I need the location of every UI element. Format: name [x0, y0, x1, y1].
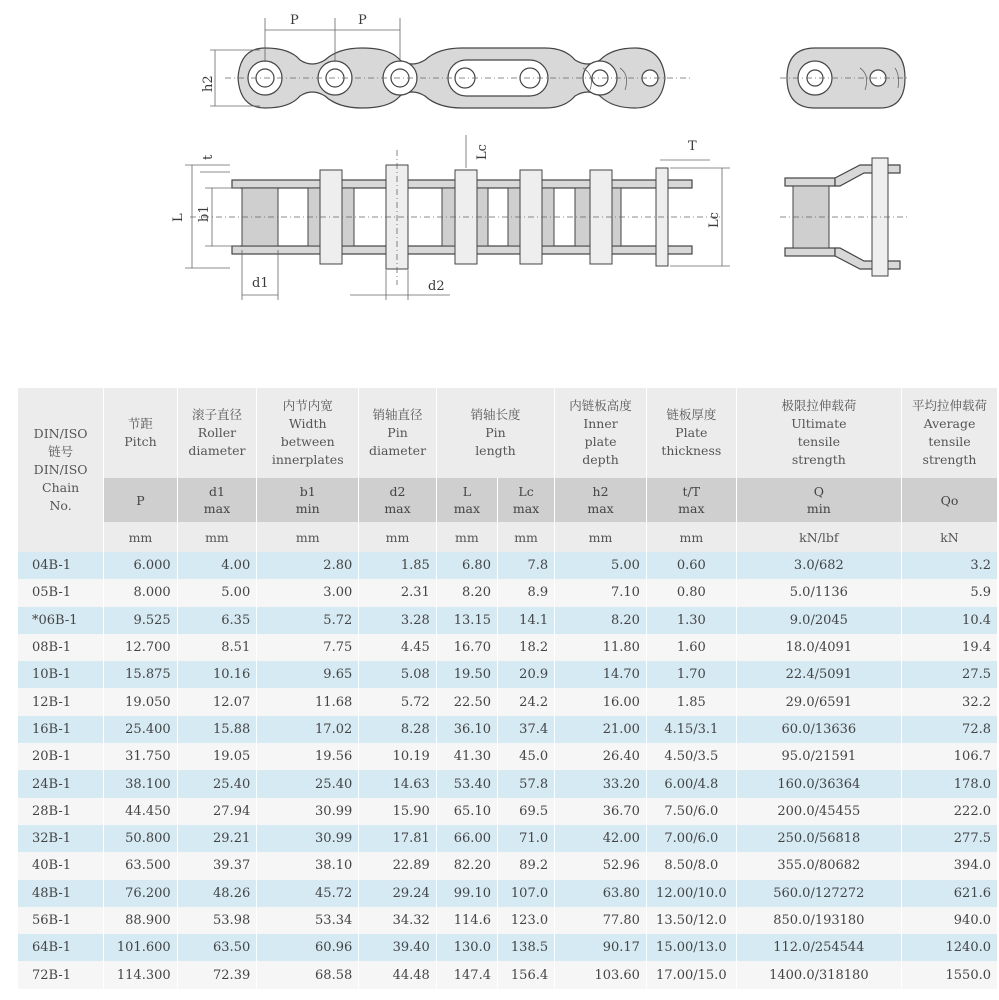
cell-plate-thickness: 7.50/6.0: [646, 798, 736, 825]
cell-ultimate-strength: 560.0/127272: [736, 880, 901, 907]
table-row: [18, 852, 998, 879]
table-row: [18, 961, 998, 988]
cell-ultimate-strength: 29.0/6591: [736, 688, 901, 715]
cell-inner-plate-depth: 63.80: [555, 880, 647, 907]
en-label: innerplates: [271, 452, 344, 467]
cell-pin-diameter: 22.89: [359, 852, 437, 879]
cell-inner-width: 30.99: [257, 798, 359, 825]
symbol-L: [436, 478, 497, 522]
cell-inner-plate-depth: 42.00: [555, 825, 647, 852]
cell-pin-length-Lc: 71.0: [497, 825, 554, 852]
cell-inner-width: 11.68: [257, 688, 359, 715]
chain-header-line: Chain: [42, 480, 80, 495]
cell-inner-width: 17.02: [257, 716, 359, 743]
cell-pin-length-L: 19.50: [436, 661, 497, 688]
cell-pin-length-Lc: 20.9: [497, 661, 554, 688]
cell-pin-diameter: 3.28: [359, 607, 437, 634]
label-d2: d2: [428, 279, 445, 294]
cell-pitch: 12.700: [104, 634, 177, 661]
cell-pitch: 44.450: [104, 798, 177, 825]
cell-average-strength: 72.8: [902, 716, 998, 743]
unit-average: kN: [902, 522, 998, 552]
cell-plate-thickness: 15.00/13.0: [646, 934, 736, 961]
cell-chain-no: 28B-1: [18, 798, 104, 825]
cell-pin-length-Lc: 8.9: [497, 579, 554, 606]
cell-inner-plate-depth: 36.70: [555, 798, 647, 825]
cell-chain-no: 10B-1: [18, 661, 104, 688]
chain-header-line: No.: [49, 498, 72, 513]
symbol-label: Qo: [940, 492, 959, 508]
spec-table-body: [18, 552, 998, 989]
cell-pin-length-L: 82.20: [436, 852, 497, 879]
cell-pin-length-L: 41.30: [436, 743, 497, 770]
cell-pin-diameter: 2.31: [359, 579, 437, 606]
cell-pin-length-L: 66.00: [436, 825, 497, 852]
cn-label: 滚子直径: [191, 407, 242, 422]
cell-inner-plate-depth: 11.80: [555, 634, 647, 661]
cell-pin-length-L: 147.4: [436, 961, 497, 988]
unit-h2: mm: [555, 522, 647, 552]
label-lc-right: Lc: [707, 212, 722, 228]
cell-average-strength: 3.2: [902, 552, 998, 579]
cell-pin-length-Lc: 156.4: [497, 961, 554, 988]
cell-pin-diameter: 4.45: [359, 634, 437, 661]
cell-inner-width: 5.72: [257, 607, 359, 634]
cell-average-strength: 106.7: [902, 743, 998, 770]
cell-plate-thickness: 7.00/6.0: [646, 825, 736, 852]
cell-pin-length-L: 16.70: [436, 634, 497, 661]
cell-pin-length-L: 8.20: [436, 579, 497, 606]
cell-pin-length-Lc: 45.0: [497, 743, 554, 770]
cell-roller-diameter: 72.39: [177, 961, 257, 988]
table-row: [18, 907, 998, 934]
cell-chain-no: 20B-1: [18, 743, 104, 770]
cell-inner-plate-depth: 7.10: [555, 579, 647, 606]
cell-inner-width: 60.96: [257, 934, 359, 961]
symbol-label: Lc: [518, 484, 534, 499]
cell-chain-no: 08B-1: [18, 634, 104, 661]
cell-roller-diameter: 19.05: [177, 743, 257, 770]
symbol-label: max: [678, 501, 705, 516]
en-label: depth: [582, 452, 619, 467]
cell-inner-plate-depth: 5.00: [555, 552, 647, 579]
cell-plate-thickness: 13.50/12.0: [646, 907, 736, 934]
cell-inner-plate-depth: 77.80: [555, 907, 647, 934]
symbol-label: Q: [813, 484, 824, 499]
table-row: [18, 743, 998, 770]
cell-pin-length-L: 36.10: [436, 716, 497, 743]
table-row: [18, 688, 998, 715]
cell-chain-no: 16B-1: [18, 716, 104, 743]
cell-inner-plate-depth: 90.17: [555, 934, 647, 961]
cell-pin-length-Lc: 57.8: [497, 770, 554, 797]
en-label: Ultimate: [791, 416, 847, 431]
cell-pin-diameter: 10.19: [359, 743, 437, 770]
cell-inner-width: 25.40: [257, 770, 359, 797]
cell-plate-thickness: 8.50/8.0: [646, 852, 736, 879]
cell-pitch: 50.800: [104, 825, 177, 852]
unit-pitch: mm: [104, 522, 177, 552]
cell-roller-diameter: 12.07: [177, 688, 257, 715]
cell-pin-length-L: 13.15: [436, 607, 497, 634]
table-row: [18, 716, 998, 743]
cell-pin-length-L: 65.10: [436, 798, 497, 825]
cell-pin-diameter: 39.40: [359, 934, 437, 961]
symbol-pin-d: [359, 478, 437, 522]
unit-width: mm: [257, 522, 359, 552]
symbol-label: min: [295, 501, 320, 516]
cell-chain-no: *06B-1: [18, 607, 104, 634]
cell-pin-diameter: 15.90: [359, 798, 437, 825]
cn-label: 链板厚度: [666, 407, 717, 422]
cell-pin-length-Lc: 69.5: [497, 798, 554, 825]
cell-ultimate-strength: 9.0/2045: [736, 607, 901, 634]
symbol-h2: [555, 478, 647, 522]
symbol-label: d2: [389, 484, 406, 499]
cell-pin-diameter: 14.63: [359, 770, 437, 797]
cn-label: 节距: [127, 416, 153, 431]
cell-pin-length-Lc: 123.0: [497, 907, 554, 934]
symbol-label: P: [136, 492, 145, 508]
cell-average-strength: 32.2: [902, 688, 998, 715]
cell-pitch: 88.900: [104, 907, 177, 934]
cell-ultimate-strength: 200.0/45455: [736, 798, 901, 825]
cell-pitch: 76.200: [104, 880, 177, 907]
en-label: Pin: [387, 425, 408, 440]
cell-inner-width: 68.58: [257, 961, 359, 988]
table-row: [18, 770, 998, 797]
cell-pin-length-L: 6.80: [436, 552, 497, 579]
cell-inner-width: 38.10: [257, 852, 359, 879]
cell-plate-thickness: 1.70: [646, 661, 736, 688]
en-label: diameter: [188, 443, 246, 458]
symbol-label: h2: [592, 484, 609, 499]
cell-average-strength: 1550.0: [902, 961, 998, 988]
cell-inner-width: 9.65: [257, 661, 359, 688]
label-t: t: [201, 154, 216, 160]
symbol-Lc: [497, 478, 554, 522]
cell-roller-diameter: 53.98: [177, 907, 257, 934]
en-label: tensile: [928, 434, 971, 449]
cell-ultimate-strength: 250.0/56818: [736, 825, 901, 852]
cell-roller-diameter: 63.50: [177, 934, 257, 961]
symbol-label: t/T: [682, 484, 701, 499]
cell-pitch: 6.000: [104, 552, 177, 579]
symbol-Qo: [902, 478, 998, 522]
label-b1: b1: [197, 205, 212, 222]
chain-no-header: [18, 388, 104, 552]
cell-chain-no: 12B-1: [18, 688, 104, 715]
cell-pin-diameter: 5.72: [359, 688, 437, 715]
offset-link-view: [780, 158, 910, 276]
cell-ultimate-strength: 850.0/193180: [736, 907, 901, 934]
chain-spec-table: [18, 388, 998, 989]
label-p2: P: [358, 13, 367, 28]
en-label: between: [280, 434, 335, 449]
en-label: Average: [923, 416, 976, 431]
table-row: [18, 661, 998, 688]
cell-roller-diameter: 29.21: [177, 825, 257, 852]
cell-roller-diameter: 25.40: [177, 770, 257, 797]
label-lc-top: Lc: [475, 144, 490, 160]
label-L: L: [171, 213, 186, 222]
symbol-pitch: [104, 478, 177, 522]
en-label: thickness: [661, 443, 722, 458]
cn-label: 内链板高度: [569, 398, 632, 413]
cell-roller-diameter: 4.00: [177, 552, 257, 579]
cell-inner-plate-depth: 52.96: [555, 852, 647, 879]
cell-roller-diameter: 10.16: [177, 661, 257, 688]
cell-pitch: 25.400: [104, 716, 177, 743]
cell-average-strength: 27.5: [902, 661, 998, 688]
cell-inner-width: 2.80: [257, 552, 359, 579]
chain-side-view: [225, 48, 690, 108]
header-roller: [177, 388, 257, 478]
cell-plate-thickness: 1.30: [646, 607, 736, 634]
cell-plate-thickness: 4.15/3.1: [646, 716, 736, 743]
cell-plate-thickness: 0.80: [646, 579, 736, 606]
header-thickness: [646, 388, 736, 478]
cn-label: 内节内宽: [282, 398, 333, 413]
cell-average-strength: 621.6: [902, 880, 998, 907]
symbol-roller: [177, 478, 257, 522]
cell-roller-diameter: 8.51: [177, 634, 257, 661]
cell-pin-diameter: 1.85: [359, 552, 437, 579]
cell-pitch: 15.875: [104, 661, 177, 688]
cell-roller-diameter: 6.35: [177, 607, 257, 634]
header-width: [257, 388, 359, 478]
table-row: [18, 607, 998, 634]
cell-average-strength: 10.4: [902, 607, 998, 634]
cell-pin-length-Lc: 138.5: [497, 934, 554, 961]
cell-pin-length-Lc: 24.2: [497, 688, 554, 715]
cell-inner-width: 53.34: [257, 907, 359, 934]
unit-pin-d: mm: [359, 522, 437, 552]
cell-inner-plate-depth: 21.00: [555, 716, 647, 743]
cell-pin-length-L: 130.0: [436, 934, 497, 961]
cell-pitch: 31.750: [104, 743, 177, 770]
cell-chain-no: 40B-1: [18, 852, 104, 879]
cell-chain-no: 04B-1: [18, 552, 104, 579]
cell-pitch: 9.525: [104, 607, 177, 634]
cell-pin-length-Lc: 89.2: [497, 852, 554, 879]
chain-header-line: 链号: [48, 444, 74, 459]
symbol-label: L: [462, 484, 472, 499]
header-pin-diameter: [359, 388, 437, 478]
en-label: Width: [288, 416, 327, 431]
cell-chain-no: 24B-1: [18, 770, 104, 797]
table-row: [18, 798, 998, 825]
cell-ultimate-strength: 1400.0/318180: [736, 961, 901, 988]
cell-plate-thickness: 17.00/15.0: [646, 961, 736, 988]
cell-ultimate-strength: 18.0/4091: [736, 634, 901, 661]
cell-plate-thickness: 1.60: [646, 634, 736, 661]
unit-ultimate: kN/lbf: [736, 522, 901, 552]
header-pitch: [104, 388, 177, 478]
cell-inner-width: 19.56: [257, 743, 359, 770]
cell-pin-length-L: 99.10: [436, 880, 497, 907]
cell-pin-diameter: 44.48: [359, 961, 437, 988]
cell-chain-no: 64B-1: [18, 934, 104, 961]
cell-ultimate-strength: 112.0/254544: [736, 934, 901, 961]
cell-chain-no: 32B-1: [18, 825, 104, 852]
cell-roller-diameter: 48.26: [177, 880, 257, 907]
chain-header-line: DIN/ISO: [33, 462, 88, 477]
cell-roller-diameter: 39.37: [177, 852, 257, 879]
cell-average-strength: 5.9: [902, 579, 998, 606]
table-row: [18, 934, 998, 961]
cell-ultimate-strength: 22.4/5091: [736, 661, 901, 688]
cell-plate-thickness: 12.00/10.0: [646, 880, 736, 907]
symbol-width: [257, 478, 359, 522]
symbol-Q: [736, 478, 901, 522]
symbol-tT: [646, 478, 736, 522]
cn-label: 平均拉伸载荷: [911, 398, 987, 413]
en-label: diameter: [368, 443, 427, 458]
unit-roller: mm: [177, 522, 257, 552]
cell-plate-thickness: 0.60: [646, 552, 736, 579]
cell-average-strength: 277.5: [902, 825, 998, 852]
cell-average-strength: 940.0: [902, 907, 998, 934]
cell-average-strength: 1240.0: [902, 934, 998, 961]
cell-pin-diameter: 5.08: [359, 661, 437, 688]
cell-ultimate-strength: 5.0/1136: [736, 579, 901, 606]
symbol-label: max: [203, 501, 231, 516]
symbol-label: max: [384, 501, 411, 516]
cell-pin-length-Lc: 18.2: [497, 634, 554, 661]
cell-inner-plate-depth: 16.00: [555, 688, 647, 715]
chain-technical-drawing: [0, 0, 999, 330]
symbol-label: max: [587, 501, 614, 516]
chain-top-view: [190, 150, 720, 285]
en-label: plate: [584, 434, 617, 449]
cell-ultimate-strength: 355.0/80682: [736, 852, 901, 879]
en-label: strength: [791, 452, 846, 467]
cn-label: 销轴长度: [470, 407, 521, 422]
cell-inner-width: 7.75: [257, 634, 359, 661]
header-pin-length: [436, 388, 554, 478]
en-label: Pin: [485, 425, 506, 440]
cell-average-strength: 19.4: [902, 634, 998, 661]
cell-pin-length-L: 53.40: [436, 770, 497, 797]
cell-chain-no: 72B-1: [18, 961, 104, 988]
cell-pin-diameter: 29.24: [359, 880, 437, 907]
cell-pitch: 101.600: [104, 934, 177, 961]
cell-pitch: 19.050: [104, 688, 177, 715]
label-h2: h2: [201, 75, 216, 92]
cell-pitch: 38.100: [104, 770, 177, 797]
en-label: length: [475, 443, 516, 458]
unit-Lc: mm: [497, 522, 554, 552]
cell-pin-length-L: 114.6: [436, 907, 497, 934]
cell-inner-plate-depth: 26.40: [555, 743, 647, 770]
cell-inner-width: 30.99: [257, 825, 359, 852]
cell-pin-length-Lc: 107.0: [497, 880, 554, 907]
label-T: T: [688, 139, 697, 154]
table-row: [18, 880, 998, 907]
header-ultimate: [736, 388, 901, 478]
en-label: Roller: [197, 425, 237, 440]
cell-ultimate-strength: 95.0/21591: [736, 743, 901, 770]
symbol-label: min: [806, 501, 831, 516]
en-label: Plate: [675, 425, 708, 440]
unit-thickness: mm: [646, 522, 736, 552]
cell-plate-thickness: 1.85: [646, 688, 736, 715]
cell-inner-plate-depth: 33.20: [555, 770, 647, 797]
cell-pin-diameter: 8.28: [359, 716, 437, 743]
cell-pin-length-Lc: 7.8: [497, 552, 554, 579]
cell-chain-no: 56B-1: [18, 907, 104, 934]
cell-pitch: 114.300: [104, 961, 177, 988]
cell-ultimate-strength: 60.0/13636: [736, 716, 901, 743]
cell-average-strength: 222.0: [902, 798, 998, 825]
chain-header-line: DIN/ISO: [33, 426, 88, 441]
table-row: [18, 634, 998, 661]
symbol-label: b1: [299, 484, 316, 499]
cell-pin-diameter: 34.32: [359, 907, 437, 934]
cell-inner-width: 3.00: [257, 579, 359, 606]
en-label: tensile: [797, 434, 840, 449]
cell-plate-thickness: 6.00/4.8: [646, 770, 736, 797]
cell-ultimate-strength: 160.0/36364: [736, 770, 901, 797]
cell-average-strength: 394.0: [902, 852, 998, 879]
cell-inner-width: 45.72: [257, 880, 359, 907]
cell-inner-plate-depth: 103.60: [555, 961, 647, 988]
chain-end-view: [780, 48, 910, 108]
cell-roller-diameter: 15.88: [177, 716, 257, 743]
cn-label: 销轴直径: [372, 407, 423, 422]
cell-ultimate-strength: 3.0/682: [736, 552, 901, 579]
header-inner-plate: [555, 388, 647, 478]
cell-pin-diameter: 17.81: [359, 825, 437, 852]
cell-pitch: 63.500: [104, 852, 177, 879]
symbol-label: max: [453, 501, 481, 516]
cell-pin-length-Lc: 37.4: [497, 716, 554, 743]
table-row: [18, 552, 998, 579]
cell-plate-thickness: 4.50/3.5: [646, 743, 736, 770]
cell-chain-no: 48B-1: [18, 880, 104, 907]
symbol-label: max: [512, 501, 540, 516]
symbol-label: d1: [208, 484, 225, 499]
cell-chain-no: 05B-1: [18, 579, 104, 606]
cn-label: 极限拉伸载荷: [781, 398, 857, 413]
table-row: [18, 579, 998, 606]
en-label: Inner: [583, 416, 618, 431]
unit-L: mm: [436, 522, 497, 552]
cell-pin-length-Lc: 14.1: [497, 607, 554, 634]
en-label: Pitch: [124, 434, 157, 449]
cell-pitch: 8.000: [104, 579, 177, 606]
cell-average-strength: 178.0: [902, 770, 998, 797]
cell-roller-diameter: 5.00: [177, 579, 257, 606]
label-d1: d1: [252, 276, 269, 291]
header-average: [902, 388, 998, 478]
cell-inner-plate-depth: 8.20: [555, 607, 647, 634]
cell-roller-diameter: 27.94: [177, 798, 257, 825]
cell-inner-plate-depth: 14.70: [555, 661, 647, 688]
en-label: strength: [922, 452, 977, 467]
label-p1: P: [290, 13, 299, 28]
table-row: [18, 825, 998, 852]
cell-pin-length-L: 22.50: [436, 688, 497, 715]
